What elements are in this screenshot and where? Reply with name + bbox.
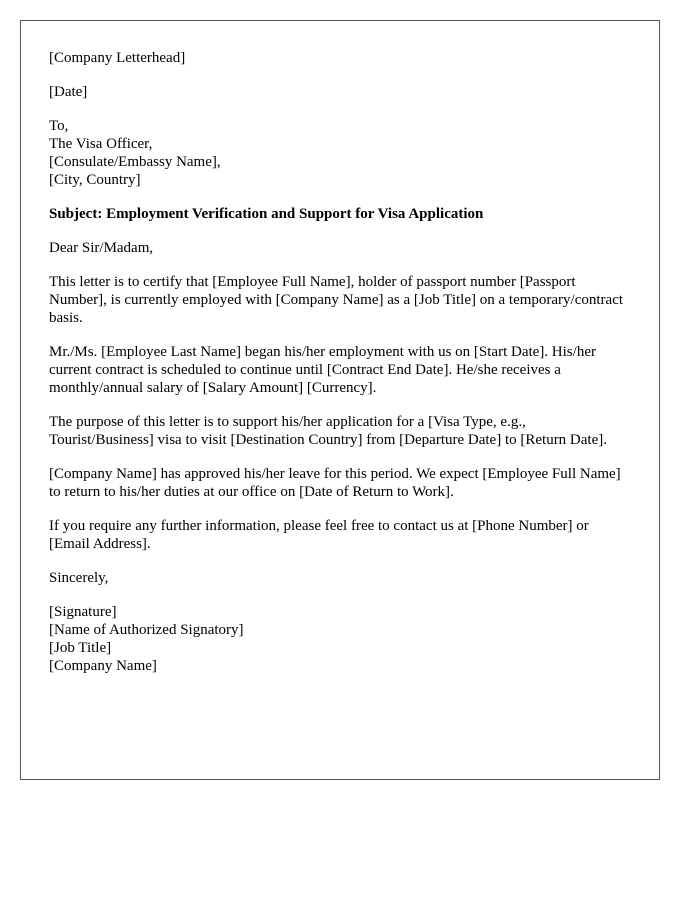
- signature-placeholder: [Signature]: [49, 604, 117, 620]
- body-paragraph-contact: If you require any further information, please feel free to contact us at [Phone Number] or [Email Address].: [49, 518, 589, 552]
- body-paragraph-leave-approval: [Company Name] has approved his/her leave for this period. We expect [Employee Full Name] to return to his/her duties at our office on [Date of Return to Work].: [49, 466, 621, 500]
- body-paragraph-certification: This letter is to certify that [Employee Full Name], holder of passport number [Passport Number], is currently employed with [Company Name] as a [Job Title] on a temporary/contract basis.: [49, 274, 624, 326]
- recipient-to: To,: [49, 118, 69, 134]
- date-text: [Date]: [49, 84, 88, 100]
- signatory-job-title: [Job Title]: [49, 640, 112, 656]
- subject-text: Subject: Employment Verification and Support for Visa Application: [49, 206, 484, 222]
- closing: [49, 569, 631, 587]
- salutation-text: Dear Sir/Madam,: [49, 240, 154, 256]
- signature-block: [49, 603, 631, 675]
- closing-text: Sincerely,: [49, 570, 109, 586]
- recipient-consulate: [Consulate/Embassy Name],: [49, 154, 221, 170]
- recipient-address: [49, 117, 631, 189]
- signatory-name: [Name of Authorized Signatory]: [49, 622, 244, 638]
- letterhead: [49, 49, 631, 67]
- body-paragraph-visa-purpose: The purpose of this letter is to support his/her application for a [Visa Type, e.g., Tourist/Business] visa to visit [Destination Country] from [Departure Date] to [Return Date].: [49, 414, 607, 448]
- body-paragraph-employment: Mr./Ms. [Employee Last Name] began his/her employment with us on [Start Date]. His/her current contract is scheduled to continue until [Contract End Date]. He/she receives a monthly/annual salary of [Salary Amount] [Currency].: [49, 344, 596, 396]
- letter-date: [49, 83, 631, 101]
- subject-line: [49, 205, 631, 223]
- signatory-company: [Company Name]: [49, 658, 157, 674]
- letterhead-text: [Company Letterhead]: [49, 50, 186, 66]
- recipient-officer: The Visa Officer,: [49, 136, 153, 152]
- letter-page: [20, 20, 660, 780]
- recipient-city-country: [City, Country]: [49, 172, 141, 188]
- salutation: [49, 239, 631, 257]
